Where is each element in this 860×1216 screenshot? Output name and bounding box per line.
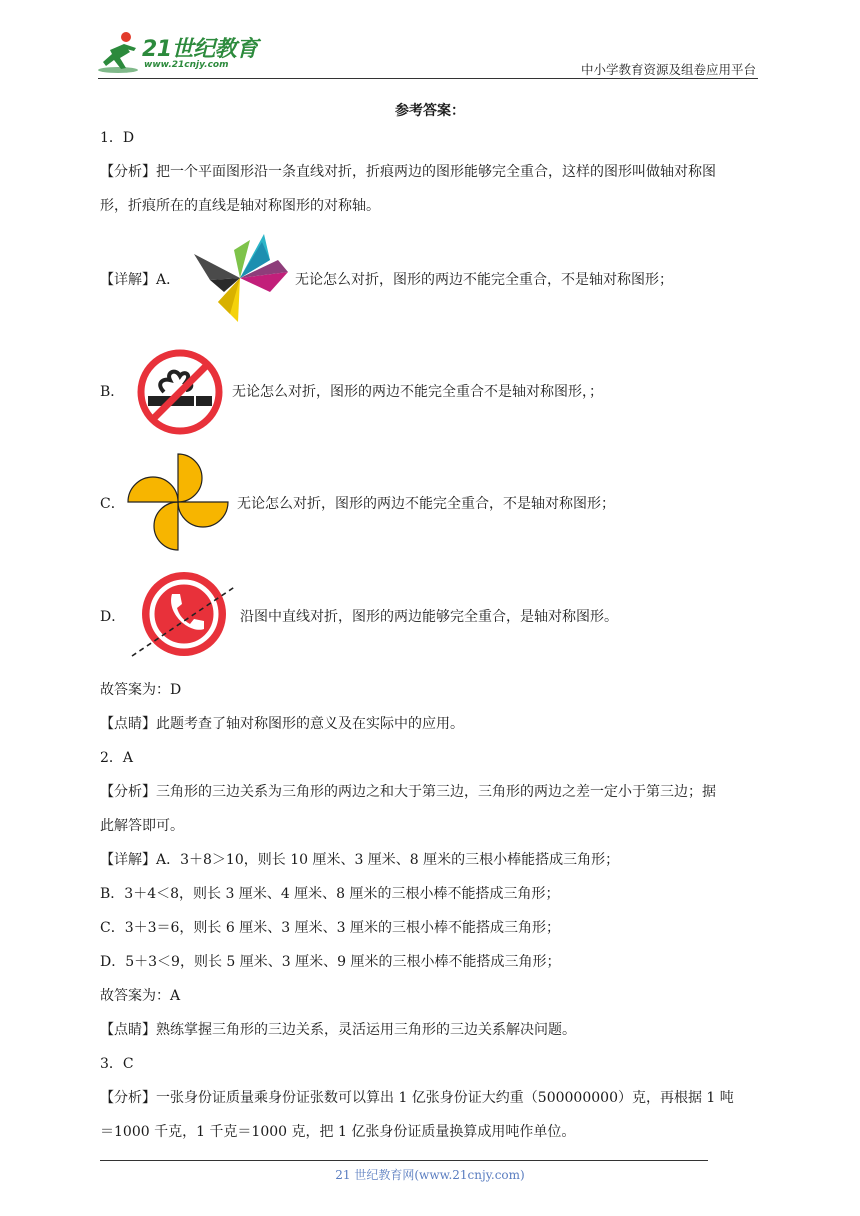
q2-detail-d: D．5＋3＜9，则长 5 厘米、3 厘米、9 厘米的三根小棒不能搭成三角形； [100, 954, 561, 970]
q1-option-b-text: 无论怎么对折，图形的两边不能完全重合不是轴对称图形，； [232, 384, 603, 400]
q2-analysis-line-1: 【分析】三角形的三边关系为三角形的两边之和大于第三边，三角形的两边之差一定小于第三边；据 [100, 784, 716, 800]
q1-detail-a-label: 【详解】A． [100, 272, 181, 288]
q2-comment: 【点睛】熟练掌握三角形的三边关系，灵活运用三角形的三边关系解决问题。 [100, 1022, 576, 1038]
q1-answer: 1．D [100, 130, 135, 146]
q1-conclusion: 故答案为：D [100, 682, 182, 698]
q1-analysis-line-2: 形，折痕所在的直线是轴对称图形的对称轴。 [100, 198, 380, 214]
pinwheel-colored-icon [190, 230, 290, 324]
no-smoking-sign-icon [136, 348, 224, 436]
page-title: 参考答案： [395, 103, 465, 119]
q3-analysis-line-1: 【分析】一张身份证质量乘身份证张数可以算出 1 亿张身份证大约重（500000000）克，再根据 1 吨 [100, 1090, 734, 1106]
page-header [0, 0, 860, 80]
platform-title: 中小学教育资源及组卷应用平台 [580, 62, 756, 77]
q1-option-c-label: C． [100, 496, 125, 512]
q2-analysis-line-2: 此解答即可。 [100, 818, 184, 834]
phone-sign-icon [128, 564, 240, 662]
q2-conclusion: 故答案为：A [100, 988, 181, 1004]
q1-option-c-text: 无论怎么对折，图形的两边不能完全重合，不是轴对称图形； [237, 496, 615, 512]
q2-detail-b: B．3＋4＜8，则长 3 厘米、4 厘米、8 厘米的三根小棒不能搭成三角形； [100, 886, 560, 902]
q1-option-d-label: D． [100, 609, 126, 625]
header-divider [98, 78, 758, 79]
q1-detail-a-text: 无论怎么对折，图形的两边不能完全重合，不是轴对称图形； [295, 272, 673, 288]
q2-answer: 2．A [100, 750, 134, 766]
q2-detail-c: C．3＋3＝6，则长 6 厘米、3 厘米、3 厘米的三根小棒不能搭成三角形； [100, 920, 560, 936]
q3-answer: 3．C [100, 1056, 134, 1072]
q1-analysis-line-1: 【分析】把一个平面图形沿一条直线对折，折痕两边的图形能够完全重合，这样的图形叫做轴对称图 [100, 164, 716, 180]
q1-option-b-label: B． [100, 384, 125, 400]
pinwheel-yellow-icon [126, 452, 230, 552]
q1-comment: 【点睛】此题考查了轴对称图形的意义及在实际中的应用。 [100, 716, 464, 732]
q1-option-d-text: 沿图中直线对折，图形的两边能够完全重合，是轴对称图形。 [240, 609, 618, 625]
logo-url: www.21cnjy.com [144, 60, 229, 70]
site-logo [96, 30, 266, 78]
footer-divider [100, 1160, 708, 1161]
q3-analysis-line-2: ＝1000 千克，1 千克＝1000 克，把 1 亿张身份证质量换算成用吨作单位。 [100, 1124, 576, 1140]
page-footer: 21 世纪教育网(www.21cnjy.com) [335, 1168, 525, 1182]
q2-detail-a: 【详解】A．3＋8＞10，则长 10 厘米、3 厘米、8 厘米的三根小棒能搭成三角形； [100, 852, 620, 868]
logo-text: 21世纪教育 [142, 37, 258, 62]
runner-logo-icon [96, 30, 142, 76]
